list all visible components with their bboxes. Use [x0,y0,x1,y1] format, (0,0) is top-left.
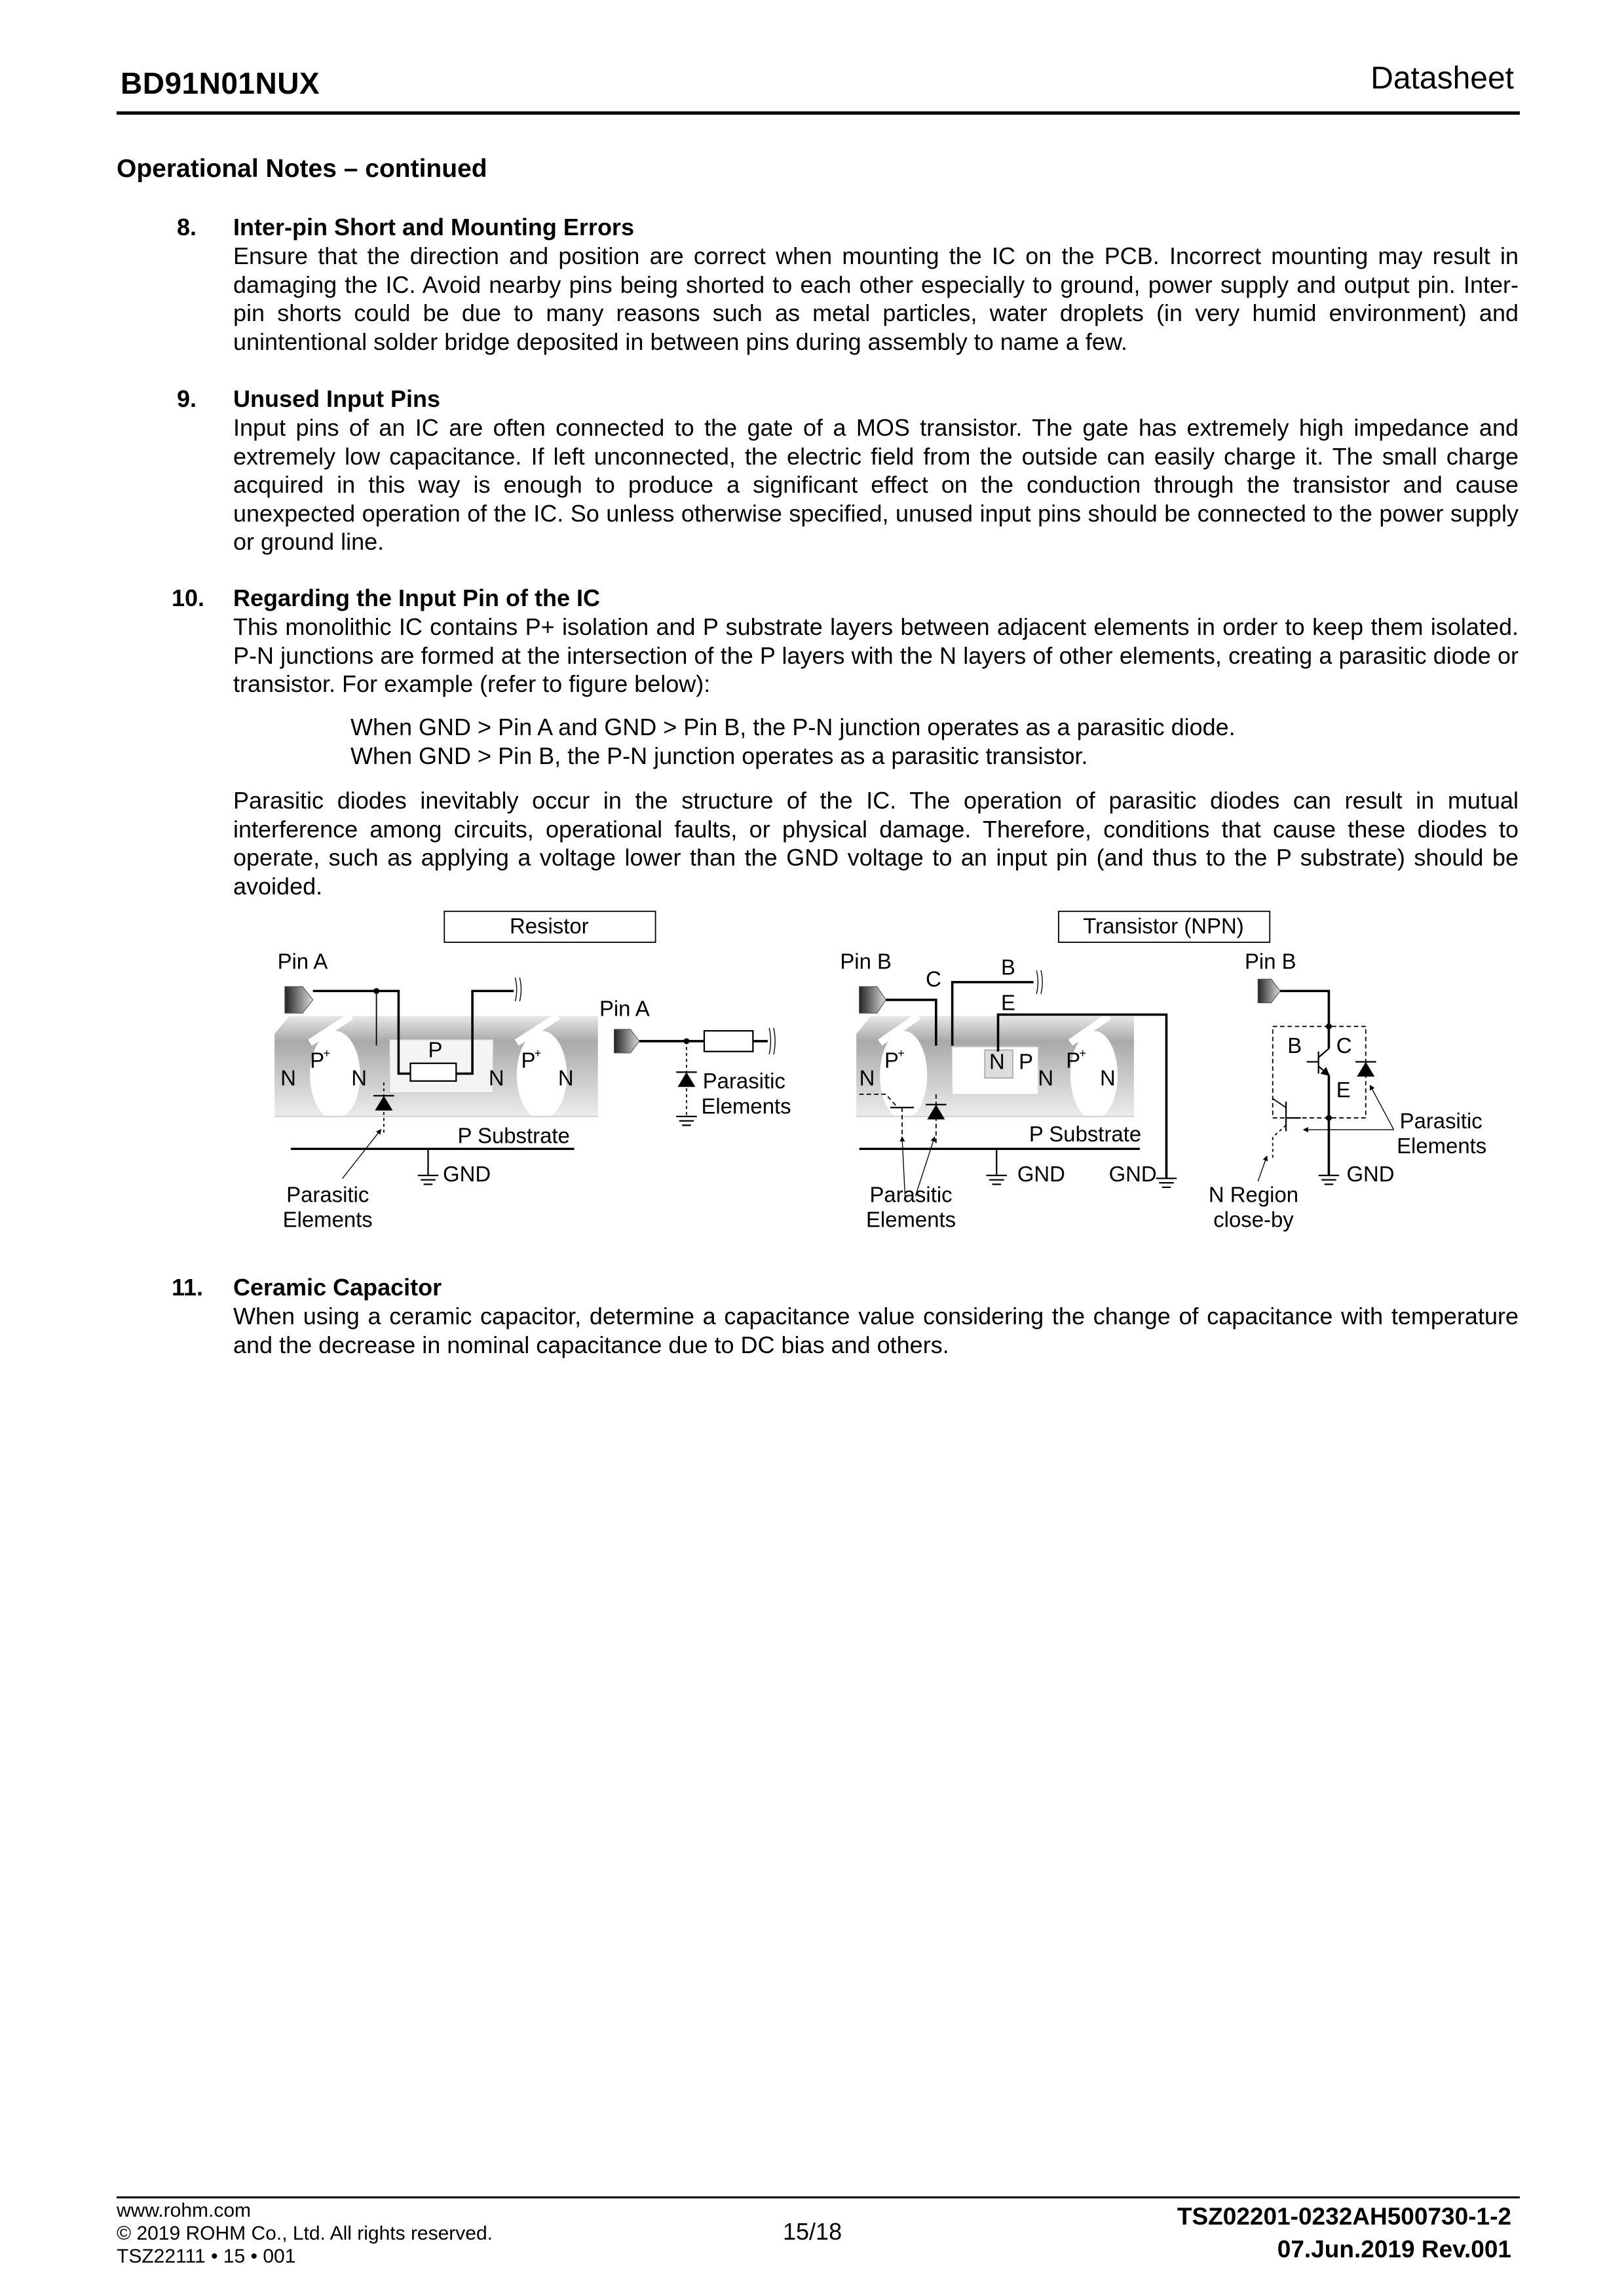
section-title: Operational Notes – continued [117,155,487,183]
n-label: N [989,1049,1005,1074]
condition-item: When GND > Pin A and GND > Pin B, the P-N junction operates as a parasitic diode. [350,714,1236,740]
emitter-label: E [1336,1077,1351,1102]
diode-icon [677,1072,695,1087]
item-number: 9. [177,385,197,412]
gnd-label: GND [443,1161,491,1186]
n-label: N [280,1065,296,1090]
item-body-text: Ensure that the direction and position are correct when mounting the IC on the PCB. Incorrect mounting may result in damaging the IC. Avoid nearby pins being shorted to each other especially to ground, power supply and output pin. Inter-pin shorts could be due to many reasons such as metal particles, water droplets (in very humid environment) and unintentional solder bridge deposited in between pins during assembly to name a few. [233,242,1519,355]
superscript-plus: + [323,1046,330,1060]
condition-item: When GND > Pin B, the P-N junction operates as a parasitic transistor. [350,742,1088,769]
pin-b-label: Pin B [840,949,892,974]
diode-icon [1357,1062,1374,1077]
item-body [233,413,1519,556]
n-label: N [351,1065,368,1090]
item-title: Ceramic Capacitor [233,1274,442,1301]
ground-icon [1319,1176,1340,1185]
p-plus-label: P [1066,1048,1081,1073]
parasitic-label: Elements [865,1207,956,1232]
p-label: P [1019,1049,1034,1074]
ground-icon [1156,1178,1177,1187]
n-region-label: close-by [1213,1207,1294,1232]
footer-website[interactable]: www.rohm.com [117,2200,252,2221]
gnd-label: GND [1346,1161,1395,1186]
substrate-label: P Substrate [457,1123,570,1148]
resistor-symbol [704,1031,753,1052]
emitter-label: E [1001,990,1015,1015]
parasitic-label: Elements [1397,1134,1487,1158]
pin-connector-icon [859,987,886,1014]
item-body-text: This monolithic IC contains P+ isolation and P substrate layers between adjacent elements in order to keep them isolated. P-N junctions are formed at the intersection of the P layers with the N layers of other elements, creating a parasitic diode or transistor. For example (refer to figure below): [233,613,1519,697]
pin-connector-icon [285,987,313,1014]
ground-icon [676,1117,697,1126]
n-label: N [1100,1065,1116,1090]
p-plus-label: P [884,1048,899,1073]
parasitic-label: Elements [282,1207,373,1232]
item-body [233,613,1519,698]
gnd-label: GND [1108,1161,1157,1186]
transistor-title: Transistor (NPN) [1083,913,1244,938]
item-body-text: Input pins of an IC are often connected to the gate of a MOS transistor. The gate has extremely high impedance and extremely low capacitance. If left unconnected, the electric field from the outside can easily charge it. The small charge acquired in this way is enough to produce a significant effect on the conduction through the transistor and cause unexpected operation of the IC. So unless otherwise specified, unused input pins should be connected to the power supply or ground line. [233,414,1519,555]
item-body-text: Parasitic diodes inevitably occur in the structure of the IC. The operation of parasitic diodes can result in mutual interference among circuits, operational faults, or physical damage. Therefore, conditions that cause these diodes to operate, such as applying a voltage lower than the GND voltage to an input pin (and thus to the P substrate) should be avoided. [233,787,1519,900]
footer-copyright: © 2019 ROHM Co., Ltd. All rights reserved. [117,2223,493,2244]
n-label: N [859,1065,875,1090]
parasitic-elements-figure [251,901,1536,1240]
parasitic-label: Elements [701,1094,791,1119]
n-label: N [488,1065,504,1090]
item-body-text: When using a ceramic capacitor, determine a capacitance value considering the change of capacitance with temperature and the decrease in nominal capacitance due to DC bias and others. [233,1303,1519,1358]
transistor-diagram [840,911,1486,1232]
ground-icon [418,1176,439,1185]
resistor-title: Resistor [509,913,589,938]
parasitic-label: Parasitic [869,1182,953,1207]
parasitic-label: Parasitic [286,1182,369,1207]
p-plus-label: P [521,1048,536,1073]
parasitic-label: Parasitic [1399,1108,1482,1133]
item-body [233,242,1519,356]
document-type: Datasheet [1370,61,1514,96]
part-number: BD91N01NUX [121,66,320,100]
superscript-plus: + [1079,1046,1087,1060]
footer-divider [117,2196,1520,2198]
superscript-plus: + [534,1046,542,1060]
item-number: 8. [177,214,197,240]
pin-connector-icon [1258,979,1280,1003]
wire-break-icon [769,1028,775,1055]
item-title: Unused Input Pins [233,385,441,412]
pin-a-label: Pin A [277,949,328,974]
p-plus-label: P [310,1048,325,1073]
resistor-diagram [274,911,791,1232]
header-divider [117,111,1520,115]
base-label: B [1287,1033,1302,1058]
collector-label: C [1336,1033,1352,1058]
item-title: Inter-pin Short and Mounting Errors [233,214,634,240]
superscript-plus: + [897,1046,905,1060]
resistor-symbol [410,1063,456,1081]
base-label: B [1001,955,1015,980]
p-label: P [428,1037,443,1062]
footer-form-code: TSZ22111 • 15 • 001 [117,2246,296,2267]
item-body-continued [233,786,1519,900]
ground-icon [987,1176,1008,1185]
collector-label: C [926,966,941,991]
n-label: N [557,1065,574,1090]
pin-b-label: Pin B [1244,949,1296,974]
page-number: 15/18 [783,2218,842,2245]
item-body [233,1302,1519,1359]
wire-break-icon [1036,970,1042,994]
item-number: 10. [172,584,205,611]
document-number: TSZ02201-0232AH500730-1-2 [1177,2203,1511,2230]
n-region-label: N Region [1208,1182,1299,1207]
gnd-label: GND [1017,1161,1065,1186]
item-title: Regarding the Input Pin of the IC [233,584,600,611]
substrate-label: P Substrate [1029,1122,1142,1147]
wire-break-icon [515,978,521,1001]
date-revision: 07.Jun.2019 Rev.001 [1277,2236,1511,2263]
pin-a-label: Pin A [599,996,650,1021]
pin-connector-icon [614,1029,639,1053]
parasitic-label: Parasitic [702,1069,785,1094]
n-label: N [1038,1065,1054,1090]
condition-list [350,713,1517,770]
item-number: 11. [172,1274,204,1301]
